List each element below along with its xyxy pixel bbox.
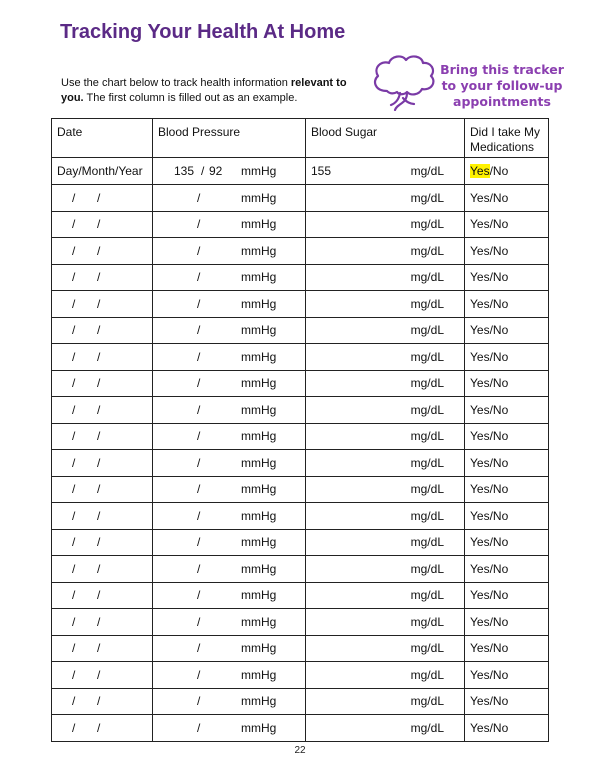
blood-pressure-cell[interactable] [153,397,306,424]
example-med-no: /No [489,164,509,178]
bp-separator: / [197,508,201,523]
table-row [52,503,549,530]
bp-unit: mmHg [241,667,277,682]
blood-sugar-cell[interactable] [306,397,465,424]
example-blood-sugar [306,158,465,185]
blood-pressure-cell[interactable] [153,211,306,238]
blood-pressure-cell[interactable] [153,556,306,583]
reminder-note: Bring this tracker to your follow-up appointments [440,62,564,109]
blood-sugar-cell[interactable] [306,503,465,530]
bp-separator: / [197,720,201,735]
sugar-unit: mg/dL [410,402,444,417]
date-separator: / [72,482,76,497]
table-row [52,344,549,371]
bp-unit: mmHg [241,270,277,285]
date-separator: / [97,535,101,550]
date-separator: / [72,349,76,364]
medications-cell[interactable]: Yes/No [465,476,549,503]
blood-pressure-cell[interactable] [153,503,306,530]
bp-unit: mmHg [241,588,277,603]
date-separator: / [97,641,101,656]
date-cell[interactable] [52,238,153,265]
table-row [52,397,549,424]
blood-sugar-cell[interactable] [306,423,465,450]
bp-unit: mmHg [241,323,277,338]
date-cell[interactable] [52,211,153,238]
bp-unit: mmHg [241,535,277,550]
blood-sugar-cell[interactable] [306,264,465,291]
blood-pressure-cell[interactable] [153,317,306,344]
column-header-blood-sugar: Blood Sugar [306,119,465,158]
page-number: 22 [294,745,306,756]
blood-pressure-cell[interactable] [153,688,306,715]
date-separator: / [72,270,76,285]
blood-pressure-cell[interactable] [153,423,306,450]
blood-pressure-cell[interactable] [153,450,306,477]
date-separator: / [72,217,76,232]
date-separator: / [97,376,101,391]
date-separator: / [72,561,76,576]
table-row [52,264,549,291]
blood-pressure-cell[interactable] [153,715,306,742]
blood-sugar-cell[interactable] [306,688,465,715]
blood-sugar-cell[interactable] [306,317,465,344]
sugar-unit: mg/dL [410,243,444,258]
blood-sugar-cell[interactable] [306,370,465,397]
blood-sugar-cell[interactable] [306,450,465,477]
sugar-unit: mg/dL [410,561,444,576]
date-separator: / [72,694,76,709]
sugar-unit: mg/dL [410,376,444,391]
blood-pressure-cell[interactable] [153,635,306,662]
medications-cell[interactable]: Yes/No [465,503,549,530]
bp-unit: mmHg [241,349,277,364]
date-cell[interactable] [52,662,153,689]
bp-unit: mmHg [241,508,277,523]
intro-text-rest: The first column is filled out as an example. [83,92,298,104]
bp-separator: / [197,296,201,311]
table-row [52,529,549,556]
bp-separator: / [197,323,201,338]
medications-cell[interactable]: Yes/No [465,556,549,583]
date-cell[interactable] [52,556,153,583]
example-sugar-value: 155 [311,164,332,178]
example-bp-slash: / [201,164,205,178]
date-separator: / [97,349,101,364]
date-separator: / [97,694,101,709]
date-separator: / [97,508,101,523]
blood-pressure-cell[interactable] [153,662,306,689]
date-separator: / [72,667,76,682]
sugar-unit: mg/dL [410,217,444,232]
blood-pressure-cell[interactable] [153,476,306,503]
table-row [52,370,549,397]
bp-separator: / [197,376,201,391]
sugar-unit: mg/dL [410,694,444,709]
sugar-unit: mg/dL [410,296,444,311]
blood-sugar-cell[interactable] [306,185,465,212]
date-separator: / [97,190,101,205]
sugar-unit: mg/dL [410,535,444,550]
blood-pressure-cell[interactable] [153,238,306,265]
date-separator: / [97,243,101,258]
date-cell[interactable] [52,397,153,424]
example-med-yes: Yes [470,164,490,178]
date-separator: / [97,614,101,629]
date-separator: / [97,720,101,735]
table-row [52,582,549,609]
intro-bold-1: relevant to [290,77,347,89]
blood-sugar-cell[interactable] [306,715,465,742]
bp-unit: mmHg [241,402,277,417]
bp-separator: / [197,482,201,497]
bp-separator: / [197,455,201,470]
medications-cell[interactable]: Yes/No [465,211,549,238]
bp-unit: mmHg [241,614,277,629]
bp-unit: mmHg [241,641,277,656]
table-row [52,291,549,318]
date-separator: / [72,720,76,735]
date-separator: / [97,270,101,285]
bp-unit: mmHg [241,720,277,735]
sugar-unit: mg/dL [410,190,444,205]
example-diastolic: 92 [209,164,223,178]
bp-unit: mmHg [241,190,277,205]
medications-cell[interactable]: Yes/No [465,529,549,556]
medications-cell[interactable]: Yes/No [465,370,549,397]
bp-separator: / [197,667,201,682]
table-row [52,662,549,689]
date-cell[interactable] [52,370,153,397]
example-bp-unit: mmHg [241,164,277,178]
sugar-unit: mg/dL [410,641,444,656]
date-separator: / [97,667,101,682]
example-medications [465,158,549,185]
date-cell[interactable] [52,476,153,503]
blood-sugar-cell[interactable] [306,344,465,371]
sugar-unit: mg/dL [410,349,444,364]
blood-sugar-cell[interactable] [306,556,465,583]
example-systolic: 135 [174,164,195,178]
page-title: Tracking Your Health At Home [60,21,346,43]
blood-pressure-cell[interactable] [153,582,306,609]
blood-pressure-cell[interactable] [153,264,306,291]
table-row [52,556,549,583]
date-separator: / [72,190,76,205]
sugar-unit: mg/dL [410,270,444,285]
medications-cell[interactable]: Yes/No [465,423,549,450]
blood-pressure-cell[interactable] [153,185,306,212]
medications-cell[interactable]: Yes/No [465,450,549,477]
date-cell[interactable] [52,291,153,318]
blood-pressure-cell[interactable] [153,291,306,318]
date-cell[interactable] [52,450,153,477]
date-separator: / [72,508,76,523]
date-cell[interactable] [52,609,153,636]
brain-icon [369,53,437,111]
date-cell[interactable] [52,715,153,742]
medications-cell[interactable]: Yes/No [465,688,549,715]
blood-sugar-cell[interactable] [306,476,465,503]
blood-pressure-cell[interactable] [153,529,306,556]
date-separator: / [97,296,101,311]
sugar-unit: mg/dL [410,614,444,629]
blood-sugar-cell[interactable] [306,662,465,689]
blood-sugar-cell[interactable] [306,529,465,556]
date-separator: / [97,482,101,497]
bp-separator: / [197,270,201,285]
date-cell[interactable] [52,635,153,662]
sugar-unit: mg/dL [410,482,444,497]
medications-cell[interactable]: Yes/No [465,635,549,662]
medications-cell[interactable]: Yes/No [465,662,549,689]
date-separator: / [72,429,76,444]
date-cell[interactable] [52,423,153,450]
table-header-row [52,119,549,158]
date-separator: / [97,455,101,470]
date-cell[interactable] [52,582,153,609]
date-separator: / [97,588,101,603]
sugar-unit: mg/dL [410,455,444,470]
sugar-unit: mg/dL [410,429,444,444]
date-separator: / [97,217,101,232]
bp-separator: / [197,243,201,258]
bp-unit: mmHg [241,376,277,391]
sugar-unit: mg/dL [410,720,444,735]
bp-separator: / [197,535,201,550]
medications-cell[interactable]: Yes/No [465,609,549,636]
table-row [52,715,549,742]
bp-unit: mmHg [241,455,277,470]
blood-sugar-cell[interactable] [306,582,465,609]
example-date: Day/Month/Year [52,158,153,185]
date-separator: / [72,641,76,656]
table-row [52,211,549,238]
blood-sugar-cell[interactable] [306,609,465,636]
blood-pressure-cell[interactable] [153,344,306,371]
column-header-date: Date [52,119,153,158]
table-row [52,185,549,212]
table-row [52,238,549,265]
date-cell[interactable] [52,264,153,291]
medications-cell[interactable]: Yes/No [465,264,549,291]
date-separator: / [97,561,101,576]
date-separator: / [97,323,101,338]
example-row [52,158,549,185]
date-separator: / [72,455,76,470]
bp-unit: mmHg [241,296,277,311]
date-separator: / [97,429,101,444]
table-row [52,635,549,662]
date-cell[interactable] [52,688,153,715]
date-separator: / [72,588,76,603]
medications-cell[interactable]: Yes/No [465,344,549,371]
column-header-medications: Did I take My Medications [465,119,549,158]
medications-cell[interactable]: Yes/No [465,317,549,344]
bp-unit: mmHg [241,561,277,576]
date-separator: / [72,243,76,258]
sugar-unit: mg/dL [410,667,444,682]
table-row [52,317,549,344]
bp-separator: / [197,614,201,629]
example-blood-pressure [153,158,306,185]
bp-separator: / [197,588,201,603]
bp-separator: / [197,429,201,444]
blood-sugar-cell[interactable] [306,291,465,318]
date-cell[interactable] [52,529,153,556]
date-separator: / [72,376,76,391]
bp-unit: mmHg [241,429,277,444]
sugar-unit: mg/dL [410,508,444,523]
table-row [52,476,549,503]
intro-text [61,76,361,106]
blood-pressure-cell[interactable] [153,609,306,636]
date-separator: / [72,323,76,338]
bp-separator: / [197,561,201,576]
table-row [52,450,549,477]
medications-cell[interactable]: Yes/No [465,582,549,609]
date-separator: / [72,614,76,629]
bp-unit: mmHg [241,482,277,497]
bp-separator: / [197,349,201,364]
bp-unit: mmHg [241,243,277,258]
medications-cell[interactable]: Yes/No [465,291,549,318]
blood-pressure-cell[interactable] [153,370,306,397]
sugar-unit: mg/dL [410,323,444,338]
table-row [52,609,549,636]
bp-unit: mmHg [241,217,277,232]
bp-separator: / [197,217,201,232]
intro-bold-2: you. [61,92,84,104]
bp-unit: mmHg [241,694,277,709]
blood-sugar-cell[interactable] [306,238,465,265]
example-sugar-unit: mg/dL [410,164,444,178]
medications-cell[interactable]: Yes/No [465,238,549,265]
date-cell[interactable] [52,185,153,212]
date-cell[interactable] [52,503,153,530]
bp-separator: / [197,694,201,709]
medications-cell[interactable]: Yes/No [465,185,549,212]
bp-separator: / [197,641,201,656]
date-separator: / [72,535,76,550]
date-separator: / [72,402,76,417]
medications-cell[interactable]: Yes/No [465,397,549,424]
medications-cell[interactable]: Yes/No [465,715,549,742]
date-cell[interactable] [52,344,153,371]
date-separator: / [97,402,101,417]
blood-sugar-cell[interactable] [306,211,465,238]
bp-separator: / [197,402,201,417]
health-tracker-table [51,118,549,742]
table-row [52,688,549,715]
date-separator: / [72,296,76,311]
date-cell[interactable] [52,317,153,344]
sugar-unit: mg/dL [410,588,444,603]
column-header-blood-pressure: Blood Pressure [153,119,306,158]
table-row [52,423,549,450]
bp-separator: / [197,190,201,205]
blood-sugar-cell[interactable] [306,635,465,662]
intro-text-lead: Use the chart below to track health information [61,77,291,89]
